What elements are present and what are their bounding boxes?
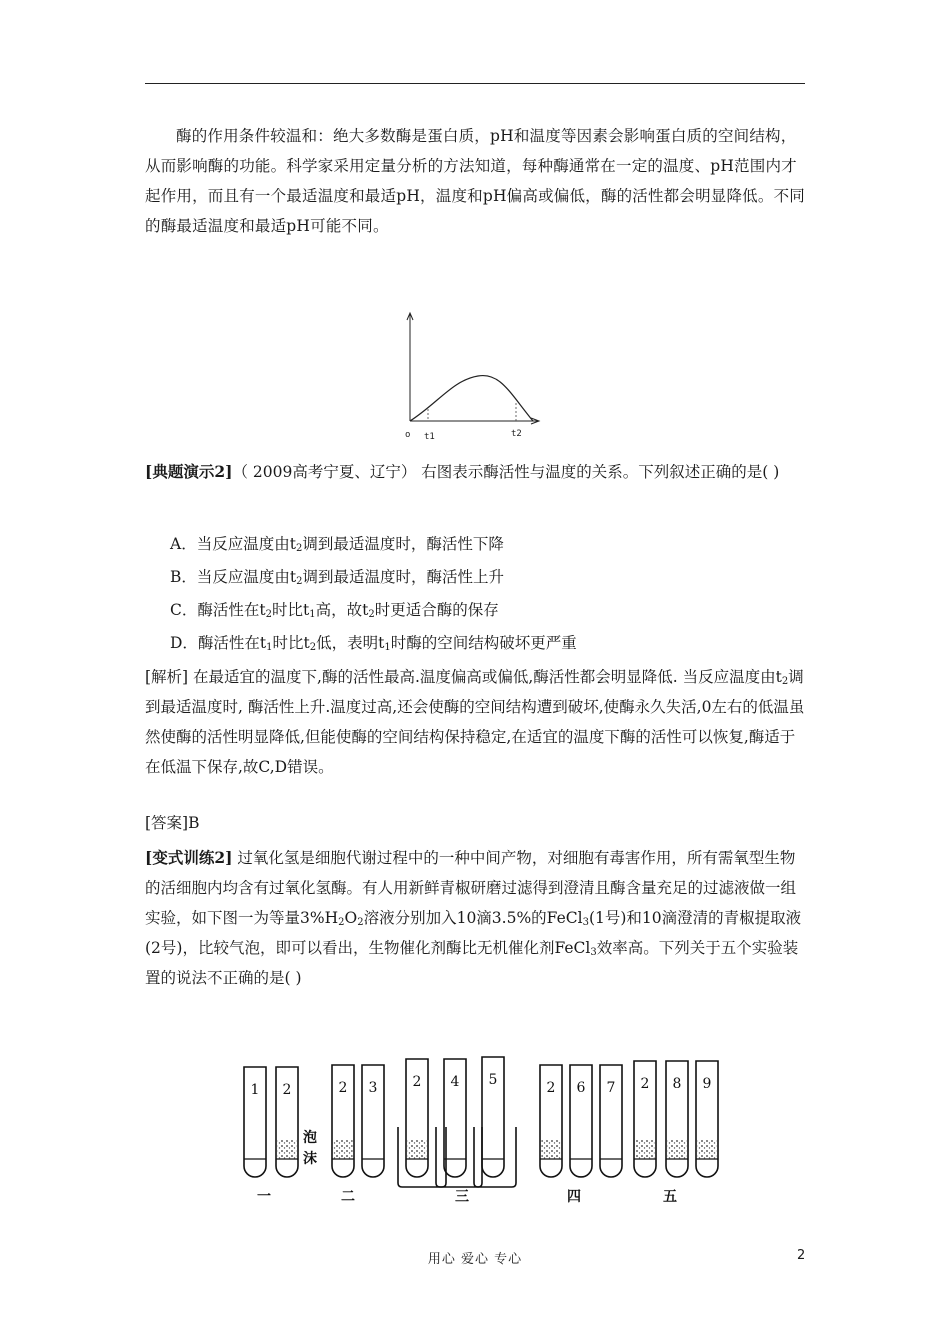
test-tube-2 [276, 1067, 298, 1177]
foam-label-2: 沫 [303, 1151, 317, 1167]
test-tube-figure [236, 1055, 726, 1205]
answer-line: [答案]B [145, 814, 200, 832]
test-tube-label: 2 [546, 1080, 556, 1096]
option-b: B．当反应温度由$t_2$调到最适温度时，酶活性上升 [170, 568, 505, 587]
test-tube-label: 3 [368, 1080, 378, 1096]
test-tube-11 [634, 1061, 656, 1177]
group-label: 五 [663, 1189, 677, 1205]
group-label: 二 [341, 1189, 355, 1205]
question-1-tag: [典题演示2] [145, 462, 233, 481]
option-a: A．当反应温度由$t_2$调到最适温度时，酶活性下降 [170, 535, 504, 554]
header-rule [145, 83, 805, 84]
question-2-tag: [变式训练2] [145, 848, 233, 867]
group-label: 三 [455, 1189, 469, 1205]
foam-label-1: 泡 [303, 1130, 317, 1146]
t1-label: t1 [424, 432, 435, 442]
enzyme-temperature-graph [398, 308, 548, 448]
test-tube-label: 2 [338, 1080, 348, 1096]
test-tube-13 [696, 1061, 718, 1177]
test-tube-label: 9 [702, 1076, 712, 1092]
test-tube-1 [244, 1067, 266, 1177]
origin-label: o [405, 430, 411, 440]
test-tube-label: 5 [488, 1072, 498, 1088]
test-tube-6 [444, 1059, 466, 1177]
question-1-text: （ 2009高考宁夏、辽宁） 右图表示酶活性与温度的关系。下列叙述正确的是( ) [232, 463, 780, 481]
group-label: 一 [257, 1189, 271, 1205]
question-2: [变式训练2] 过氧化氢是细胞代谢过程中的一种中间产物，对细胞有毒害作用，所有需氧型生物的活细胞内均含有过氧化氢酶。有人用新鲜青椒研磨过滤得到澄清且酶含量充足的过滤液做一组实验，如下图一为等量$3\%H_2O_2$溶液分别加入10滴3.5%的FeCl$_3$(1号)和10滴澄清的青椒提取液(2号)，比较气泡，即可以看出，生物催化剂酶比无机催化剂FeCl$_3$效率高。下列关于五个实验装置的说法不正确的是( ) [145, 848, 802, 987]
test-tube-10 [600, 1065, 622, 1177]
test-tube-12 [666, 1061, 688, 1177]
test-tube-label: 6 [576, 1080, 586, 1096]
option-d: D．酶活性在$t_1$时比$t_2$低，表明$t_1$时酶的空间结构破坏更严重 [170, 634, 577, 653]
test-tube-label: 4 [450, 1074, 460, 1090]
activity-curve [410, 376, 533, 421]
option-c: C．酶活性在$t_2$时比$t_1$高，故$t_2$时更适合酶的保存 [170, 601, 499, 620]
group-label: 四 [567, 1189, 581, 1205]
test-tube-4 [362, 1065, 384, 1177]
analysis-paragraph: [解析] 在最适宜的温度下,酶的活性最高.温度偏高或偏低,酶活性都会明显降低. 当反应温度由$t_2$调到最适温度时, 酶活性上升.温度过高,还会使酶的空间结构遭到破坏,使酶永久失活,0左右的低温虽然使酶的活性明显降低,但能使酶的空间结构保持稳定,在适宜的温度下酶的活性可以恢复,酶适于在低温下保存,故C,D错误。 [145, 668, 805, 776]
test-tube-label: 2 [412, 1074, 422, 1090]
test-tube-5 [406, 1059, 428, 1177]
test-tube-label: 2 [282, 1082, 292, 1098]
page-number: 2 [797, 1248, 806, 1263]
test-tube-label: 2 [640, 1076, 650, 1092]
test-tube-9 [570, 1065, 592, 1177]
test-tube-3 [332, 1065, 354, 1177]
test-tube-label: 1 [250, 1082, 260, 1098]
test-tube-label: 7 [606, 1080, 616, 1096]
footer-text: 用心 爱心 专心 [427, 1252, 523, 1267]
test-tube-7 [482, 1057, 504, 1177]
question-1 [145, 457, 810, 487]
test-tube-8 [540, 1065, 562, 1177]
test-tube-label: 8 [672, 1076, 682, 1092]
intro-paragraph: 酶的作用条件较温和：绝大多数酶是蛋白质，pH和温度等因素会影响蛋白质的空间结构，从而影响酶的功能。科学家采用定量分析的方法知道，每种酶通常在一定的温度、pH范围内才起作用，而且有一个最适温度和最适pH，温度和pH偏高或偏低，酶的活性都会明显降低。不同的酶最适温度和最适pH可能不同。 [145, 127, 805, 235]
t2-label: t2 [511, 429, 522, 439]
